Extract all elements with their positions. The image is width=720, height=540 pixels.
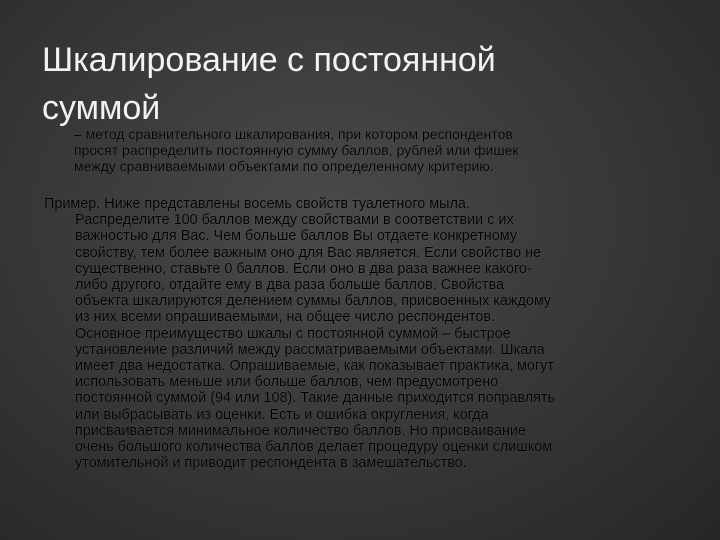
body-line: Распределите 100 баллов между свойствами в соответствии с их [75, 212, 514, 229]
body-line: присваивается минимальное количество баллов. Но присваивание [75, 422, 526, 439]
slide-title [42, 36, 682, 132]
body-line: использовать меньше или больше баллов, чем предусмотрено [75, 374, 499, 391]
definition-line: – метод сравнительного шкалирования, при котором респондентов [74, 126, 513, 142]
body-line: свойству, тем более важным оно для Вас является. Если свойство не [75, 244, 542, 261]
body-line: очень большого количества баллов делает процедуру оценки слишком [75, 439, 553, 456]
body-line: имеет два недостатка. Опрашиваемые, как показывает практика, могут [75, 358, 554, 375]
title-line: суммой [42, 89, 161, 127]
body-line: важностью для Вас. Чем больше баллов Вы отдаете конкретному [75, 228, 518, 245]
body-line: или выбрасывать из оценки. Есть и ошибка округления, когда [75, 406, 489, 423]
definition-line: между сравниваемыми объектами по определенному критерию. [74, 158, 494, 174]
body-line: Основное преимущество шкалы с постоянной суммой – быстрое [75, 325, 511, 342]
example-paragraph [44, 196, 624, 471]
definition-line: просят распределить постоянную сумму баллов, рублей или фишек [74, 142, 519, 158]
body-line: постоянной суммой (94 или 108). Такие данные приходится поправлять [75, 390, 555, 407]
body-line: из них всеми опрашиваемыми, на общее число респондентов. [75, 309, 496, 326]
body-line: либо другого, отдайте ему в два раза больше баллов. Свойства [75, 277, 504, 294]
body-line: существенно, ставьте 0 баллов. Если оно в два раза важнее какого- [75, 260, 532, 277]
title-line: Шкалирование с постоянной [42, 41, 496, 79]
body-line: утомительной и приводит респондента в замешательство. [75, 455, 467, 472]
body-line: объекта шкалируются делением суммы баллов, присвоенных каждому [75, 293, 552, 310]
body-line: установление различий между рассматриваемыми объектами. Шкала [75, 341, 545, 358]
definition-paragraph [74, 126, 634, 174]
body-line: Пример. Ниже представлены восемь свойств туалетного мыла. [44, 196, 470, 212]
